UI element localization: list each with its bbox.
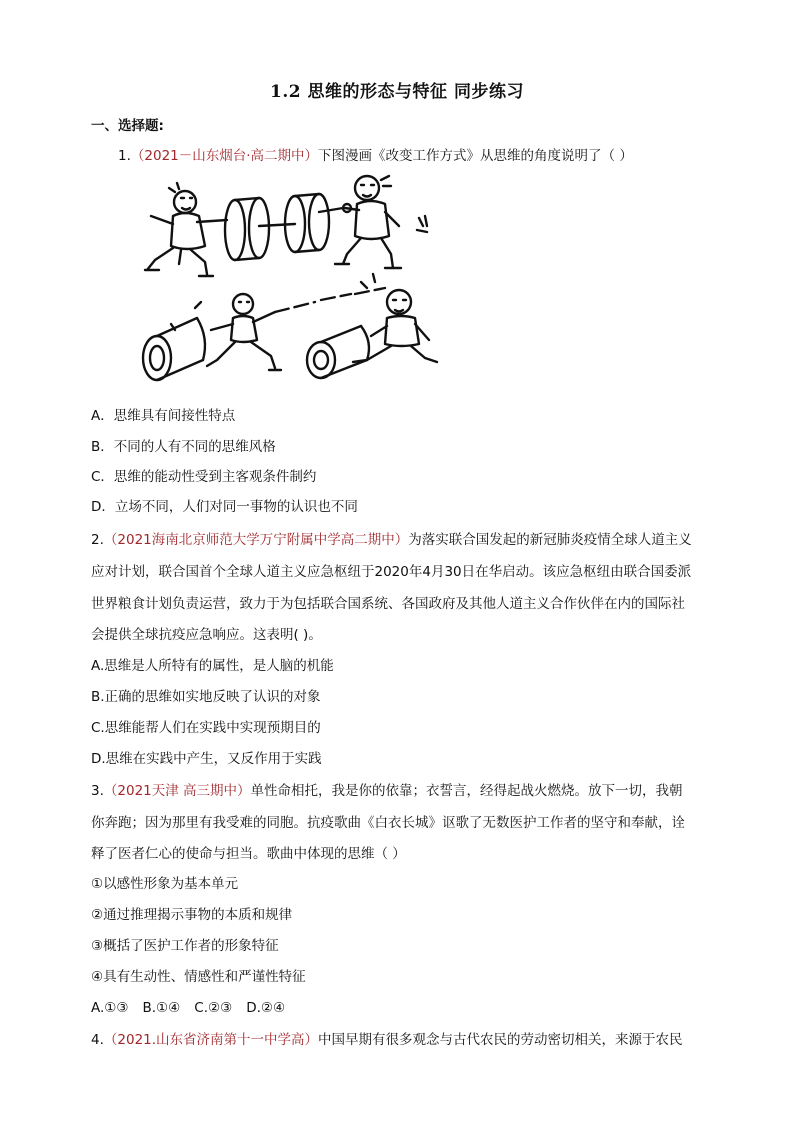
question-text: 释了医者仁心的使命与担当。歌曲中体现的思维（ ） (91, 846, 406, 862)
comic-figure (207, 288, 385, 370)
question-3-stem (91, 781, 706, 801)
option-d: D.思维在实践中产生，又反作用于实践 (91, 751, 322, 767)
question-text: 你奔跑；因为那里有我受难的同胞。抗疫歌曲《白衣长城》讴歌了无数医护工作者的坚守和奉献，诠 (91, 815, 685, 831)
question-source: （2021.山东省济南第十一中学高） (103, 1032, 319, 1048)
option-a: A.①③ (91, 1000, 129, 1016)
option-a: A．思维具有间接性特点 (91, 408, 236, 424)
comic-figure (335, 176, 427, 268)
question-4-stem (91, 1030, 706, 1050)
question-text: 为落实联合国发起的新冠肺炎疫情全球人道主义 (408, 532, 692, 548)
statement-4: ④具有生动性、情感性和严谨性特征 (91, 969, 306, 985)
comic-pipe (307, 326, 369, 378)
question-text: 单性命相托，我是你的依靠；衣誓言，经得起战火燃烧。放下一切，我朝 (250, 783, 683, 799)
section-heading: 一、选择题: (91, 118, 164, 134)
statement-2: ②通过推理揭示事物的本质和规律 (91, 907, 293, 923)
question-2-stem (91, 530, 706, 550)
answer-choices (91, 998, 706, 1018)
comic-figure (353, 274, 437, 362)
page-title: 1.2 思维的形态与特征 同步练习 (270, 82, 524, 102)
option-d: D.②④ (246, 1000, 286, 1016)
question-source: （2021海南北京师范大学万宁附属中学高二期中） (103, 532, 409, 548)
question-text: 下图漫画《改变工作方式》从思维的角度说明了（ ） (318, 148, 633, 164)
comic-figure (145, 183, 227, 276)
question-number: 4. (91, 1032, 104, 1048)
option-b: B.正确的思维如实地反映了认识的对象 (91, 689, 321, 705)
question-number: 2. (91, 532, 104, 548)
option-a: A.思维是人所特有的属性，是人脑的机能 (91, 658, 334, 674)
cartoon-illustration (135, 172, 440, 394)
question-text: 世界粮食计划负责运营，致力于为包括联合国系统、各国政府及其他人道主义合作伙伴在内的国际社 (91, 596, 685, 612)
question-source: （2021天津 高三期中） (103, 783, 251, 799)
option-d: D．立场不同，人们对同一事物的认识也不同 (91, 499, 358, 515)
question-source: （2021－山东烟台·高二期中） (130, 148, 319, 164)
question-number: 1. (118, 148, 131, 164)
statement-1: ①以感性形象为基本单元 (91, 876, 239, 892)
option-c: C．思维的能动性受到主客观条件制约 (91, 469, 317, 485)
question-text: 应对计划，联合国首个全球人道主义应急枢纽于2020年4月30日在华启动。该应急枢纽由联合国委派 (91, 564, 692, 580)
comic-pipe (225, 194, 351, 260)
comic-pipe (143, 302, 205, 380)
question-number: 3. (91, 783, 104, 799)
question-1-stem (118, 146, 733, 166)
option-b: B.①④ (142, 1000, 181, 1016)
question-text: 会提供全球抗疫应急响应。这表明( )。 (91, 627, 322, 643)
option-b: B．不同的人有不同的思维风格 (91, 439, 276, 455)
option-c: C.思维能帮人们在实践中实现预期目的 (91, 720, 321, 736)
question-text: 中国早期有很多观念与古代农民的劳动密切相关，来源于农民 (318, 1032, 683, 1048)
option-c: C.②③ (194, 1000, 233, 1016)
statement-3: ③概括了医护工作者的形象特征 (91, 938, 279, 954)
